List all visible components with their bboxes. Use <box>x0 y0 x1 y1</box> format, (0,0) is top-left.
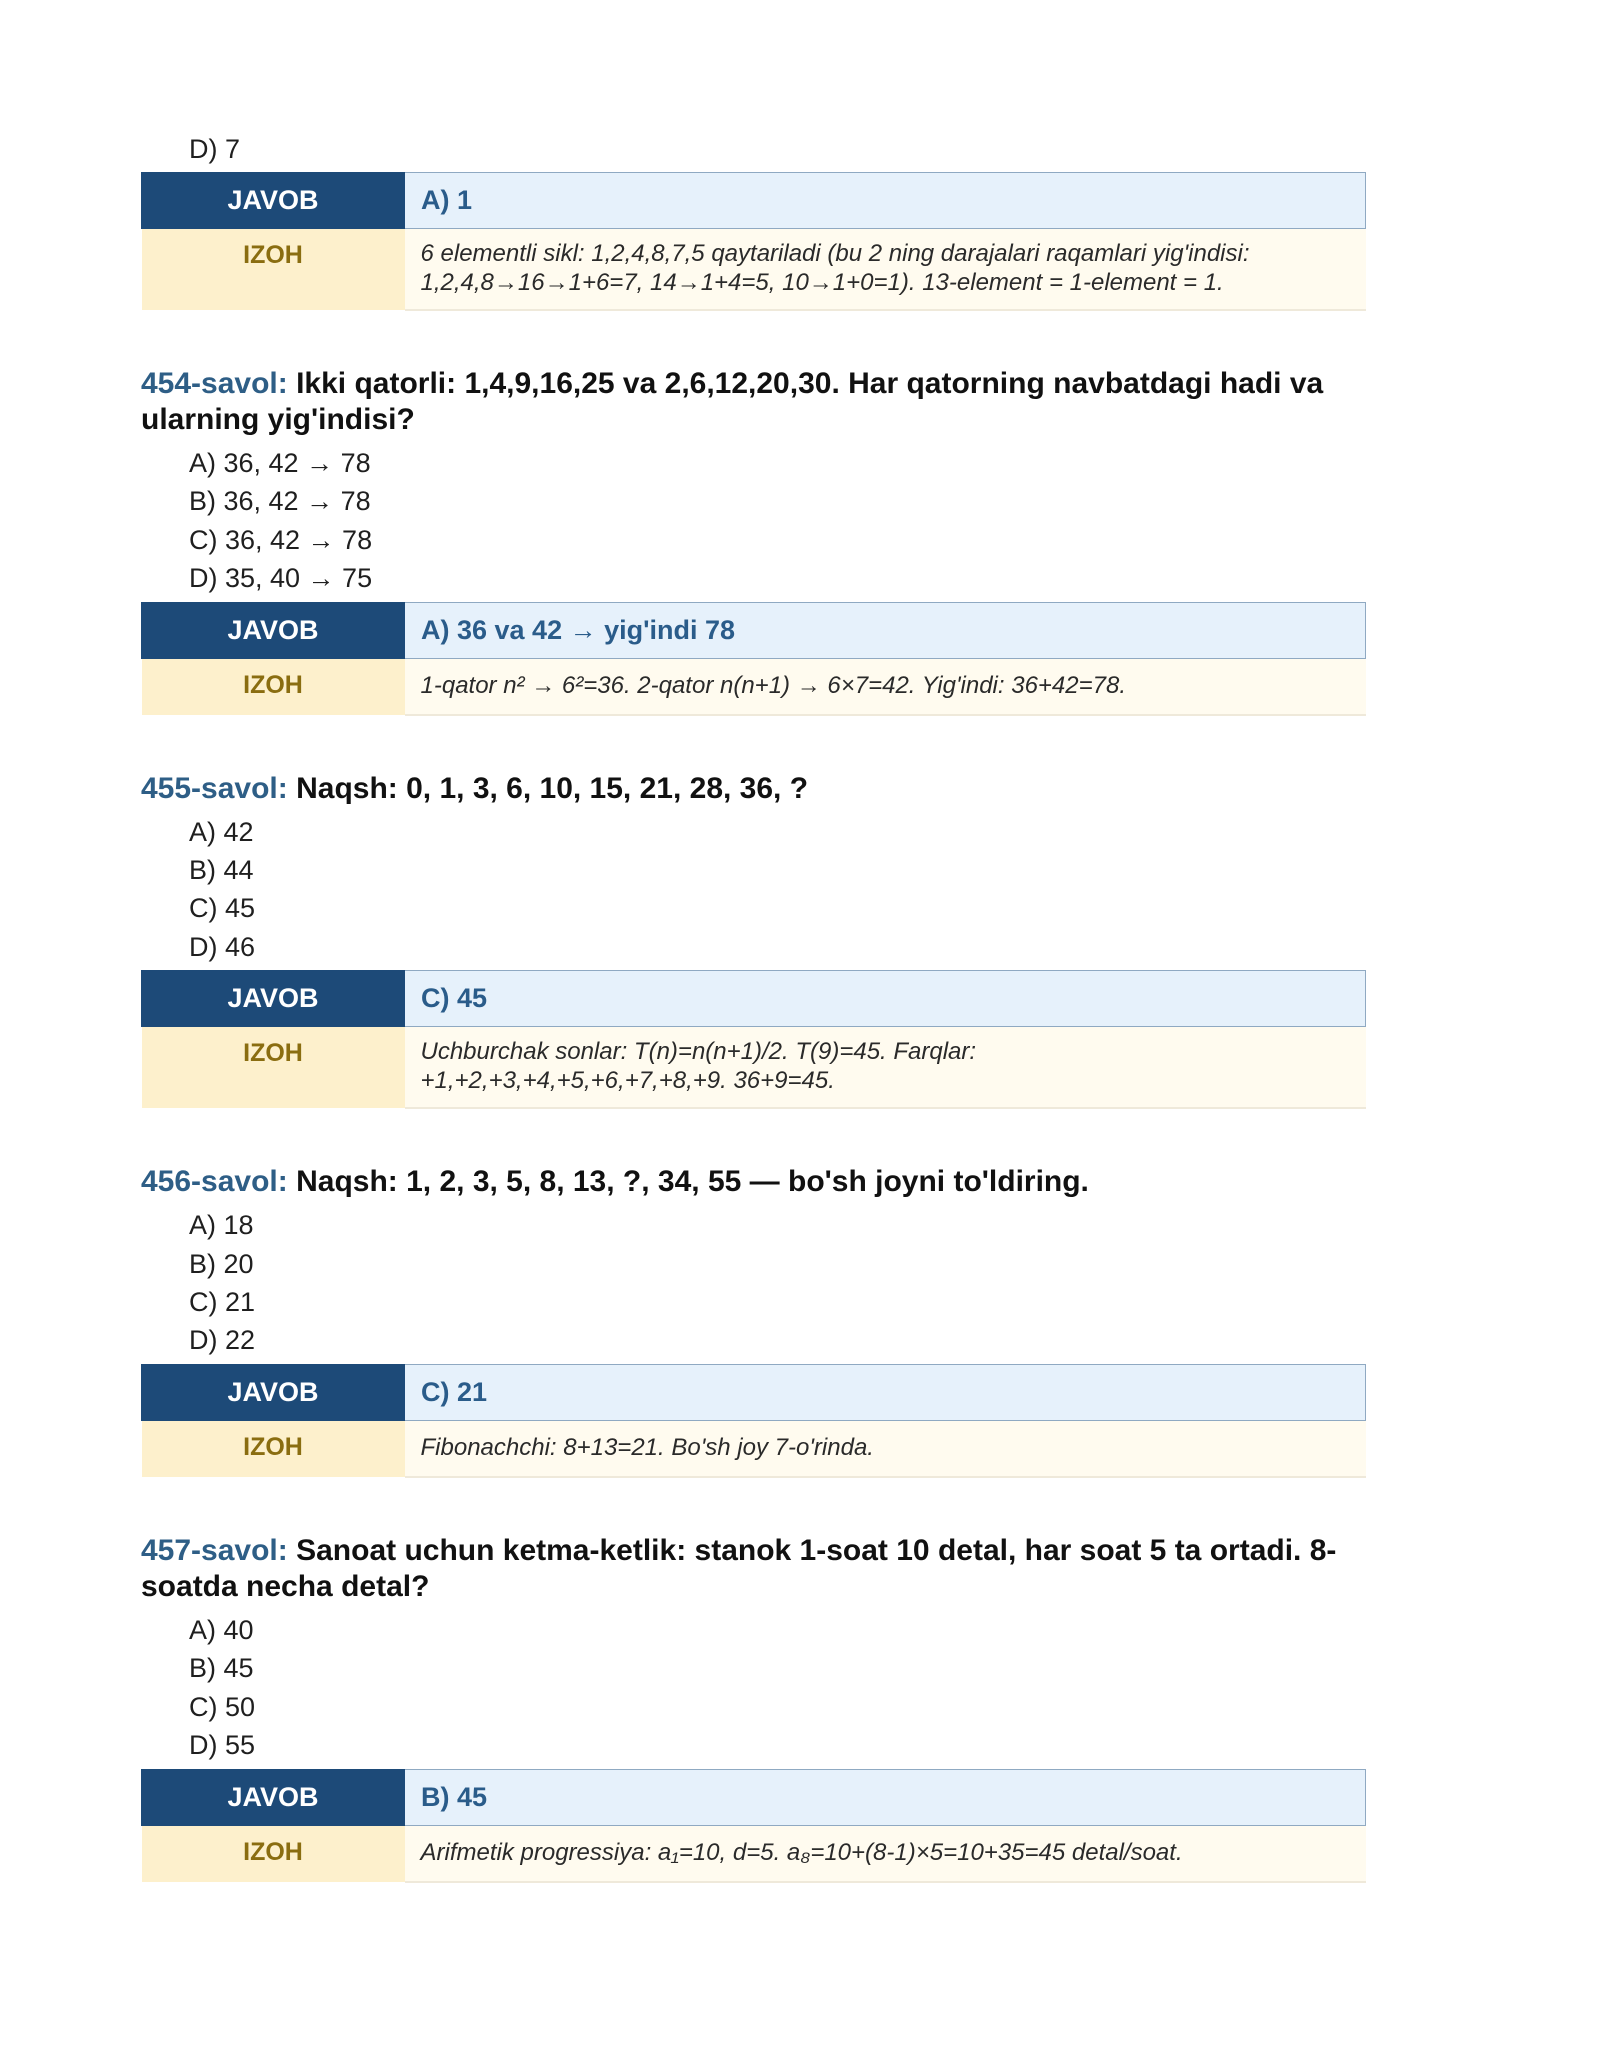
izoh-value: 1-qator n² → 6²=36. 2-qator n(n+1) → 6×7=42. Yig'indi: 36+42=78. <box>405 658 1366 715</box>
izoh-label: IZOH <box>142 1825 405 1882</box>
javob-value: C) 21 <box>405 1364 1366 1420</box>
izoh-value: Fibonachchi: 8+13=21. Bo'sh joy 7-o'rinda. <box>405 1420 1366 1477</box>
question-title <box>141 1164 1366 1200</box>
answer-option: C) 36, 42 → 78 <box>189 524 373 555</box>
options-list <box>141 1206 1366 1360</box>
question-number: 456-savol: <box>141 1165 288 1199</box>
answer-option: C) 21 <box>189 1287 256 1318</box>
document-page <box>141 130 1366 1883</box>
answer-option: B) 44 <box>189 855 254 886</box>
answer-table <box>141 1769 1366 1883</box>
izoh-label: IZOH <box>142 229 405 311</box>
javob-label: JAVOB <box>142 971 405 1027</box>
javob-row <box>142 602 1366 658</box>
javob-value: A) 36 va 42 → yig'indi 78 <box>405 602 1366 658</box>
javob-label: JAVOB <box>142 1769 405 1825</box>
question-title <box>141 366 1366 438</box>
javob-row <box>142 1364 1366 1420</box>
question-title <box>141 1533 1366 1605</box>
answer-option: B) 45 <box>189 1653 254 1684</box>
javob-value: C) 45 <box>405 971 1366 1027</box>
question-text: Sanoat uchun ketma-ketlik: stanok 1-soat 10 detal, har soat 5 ta ortadi. 8-soatda necha detal? <box>141 1533 1337 1603</box>
question-number: 457-savol: <box>141 1533 288 1567</box>
question-number: 454-savol: <box>141 367 288 400</box>
javob-label: JAVOB <box>142 602 405 658</box>
answer-table <box>141 172 1366 311</box>
question-title <box>141 771 1366 807</box>
izoh-label: IZOH <box>142 1027 405 1109</box>
izoh-row <box>142 1825 1366 1882</box>
izoh-value: Arifmetik progressiya: a₁=10, d=5. a₈=10+(8-1)×5=10+35=45 detal/soat. <box>405 1825 1366 1882</box>
question-text: Ikki qatorli: 1,4,9,16,25 va 2,6,12,20,30. Har qatorning navbatdagi hadi va ularning yig'indisi? <box>141 367 1324 436</box>
izoh-row <box>142 1027 1366 1109</box>
question-text: Naqsh: 0, 1, 3, 6, 10, 15, 21, 28, 36, ? <box>296 771 809 805</box>
izoh-row <box>142 229 1366 311</box>
answer-option: A) 18 <box>189 1210 254 1241</box>
prev-question-tail <box>141 130 1366 311</box>
javob-label: JAVOB <box>142 173 405 229</box>
izoh-value: 6 elementli sikl: 1,2,4,8,7,5 qaytariladi (bu 2 ning darajalari raqamlari yig'indisi: 1,2,4,8→16→1+6=7, 14→1+4=5, 10→1+0=1). 13-element = 1-element = 1. <box>405 229 1366 311</box>
question-text: Naqsh: 1, 2, 3, 5, 8, 13, ?, 34, 55 — bo'sh joyni to'ldiring. <box>296 1165 1089 1199</box>
answer-option: C) 50 <box>189 1691 256 1722</box>
question-block <box>141 366 1366 716</box>
answer-option: A) 40 <box>189 1614 254 1645</box>
question-block <box>141 771 1366 1110</box>
izoh-label: IZOH <box>142 1420 405 1477</box>
options-list <box>141 1611 1366 1765</box>
answer-option: D) 7 <box>189 134 241 164</box>
question-block <box>141 1164 1366 1478</box>
answer-option: D) 55 <box>189 1730 256 1761</box>
answer-option: B) 36, 42 → 78 <box>189 486 371 517</box>
answer-option: D) 46 <box>189 931 256 962</box>
options-list <box>141 813 1366 967</box>
izoh-row <box>142 658 1366 715</box>
javob-label: JAVOB <box>142 1364 405 1420</box>
javob-value: B) 45 <box>405 1769 1366 1825</box>
question-block <box>141 1533 1366 1883</box>
answer-table <box>141 602 1366 716</box>
answer-option: D) 22 <box>189 1325 256 1356</box>
izoh-label: IZOH <box>142 658 405 715</box>
answer-option: D) 35, 40 → 75 <box>189 563 373 594</box>
answer-option: A) 42 <box>189 816 254 847</box>
answer-table <box>141 970 1366 1109</box>
answer-option: A) 36, 42 → 78 <box>189 448 371 478</box>
izoh-row <box>142 1420 1366 1477</box>
javob-row <box>142 173 1366 229</box>
answer-option: C) 45 <box>189 893 256 924</box>
javob-row <box>142 971 1366 1027</box>
answer-table <box>141 1364 1366 1478</box>
options-list <box>141 444 1366 598</box>
answer-option: B) 20 <box>189 1248 254 1279</box>
izoh-value: Uchburchak sonlar: T(n)=n(n+1)/2. T(9)=45. Farqlar: +1,+2,+3,+4,+5,+6,+7,+8,+9. 36+9=45. <box>405 1027 1366 1109</box>
question-number: 455-savol: <box>141 771 288 805</box>
javob-value: A) 1 <box>405 173 1366 229</box>
javob-row <box>142 1769 1366 1825</box>
